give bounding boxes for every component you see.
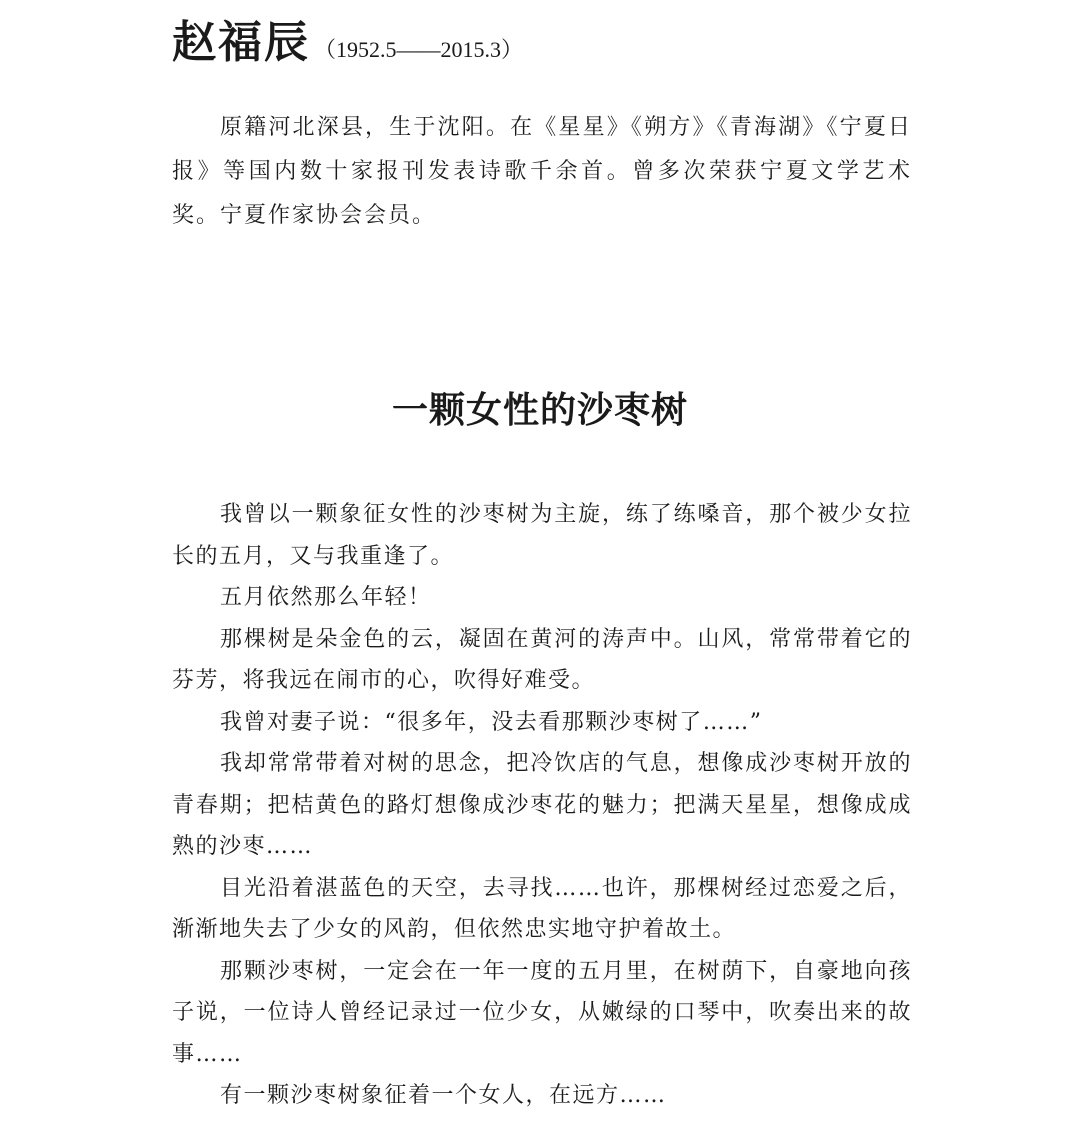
author-dates: （1952.5——2015.3） [314,37,524,62]
poem-paragraph: 有一颗沙枣树象征着一个女人，在远方…… [220,1083,667,1108]
poem-paragraph: 那棵树是朵金色的云，凝固在黄河的涛声中。山风，常常带着它的芬芳，将我远在闹市的心，吹得好难受。 [172,626,912,693]
poem-title: 一颗女性的沙枣树 [391,389,688,431]
poem-paragraph: 那颗沙枣树，一定会在一年一度的五月里，在树荫下，自豪地向孩子说，一位诗人曾经记录过一位少女，从嫩绿的口琴中，吹奏出来的故事…… [172,958,912,1067]
poem-paragraph: 我曾以一颗象征女性的沙枣树为主旋，练了练嗓音，那个被少女拉长的五月，又与我重逢了。 [172,502,912,569]
poem-paragraph: 目光沿着湛蓝色的天空，去寻找……也许，那棵树经过恋爱之后，渐渐地失去了少女的风韵，但依然忠实地守护着故土。 [172,875,912,942]
poem-paragraph: 我却常常带着对树的思念，把冷饮店的气息，想像成沙枣树开放的青春期；把桔黄色的路灯想像成沙枣花的魅力；把满天星星，想像成成熟的沙枣…… [172,751,912,859]
poem-paragraph: 我曾对妻子说：“很多年，没去看那颗沙枣树了……” [220,709,763,735]
poem-paragraph: 五月依然那么年轻！ [220,585,432,610]
poem-body [172,494,912,1117]
author-header [172,6,523,70]
author-name: 赵福辰 [172,17,310,68]
author-bio: 原籍河北深县，生于沈阳。在《星星》《朔方》《青海湖》《宁夏日报》等国内数十家报刊发表诗歌千余首。曾多次荣获宁夏文学艺术奖。宁夏作家协会会员。 [172,115,912,228]
